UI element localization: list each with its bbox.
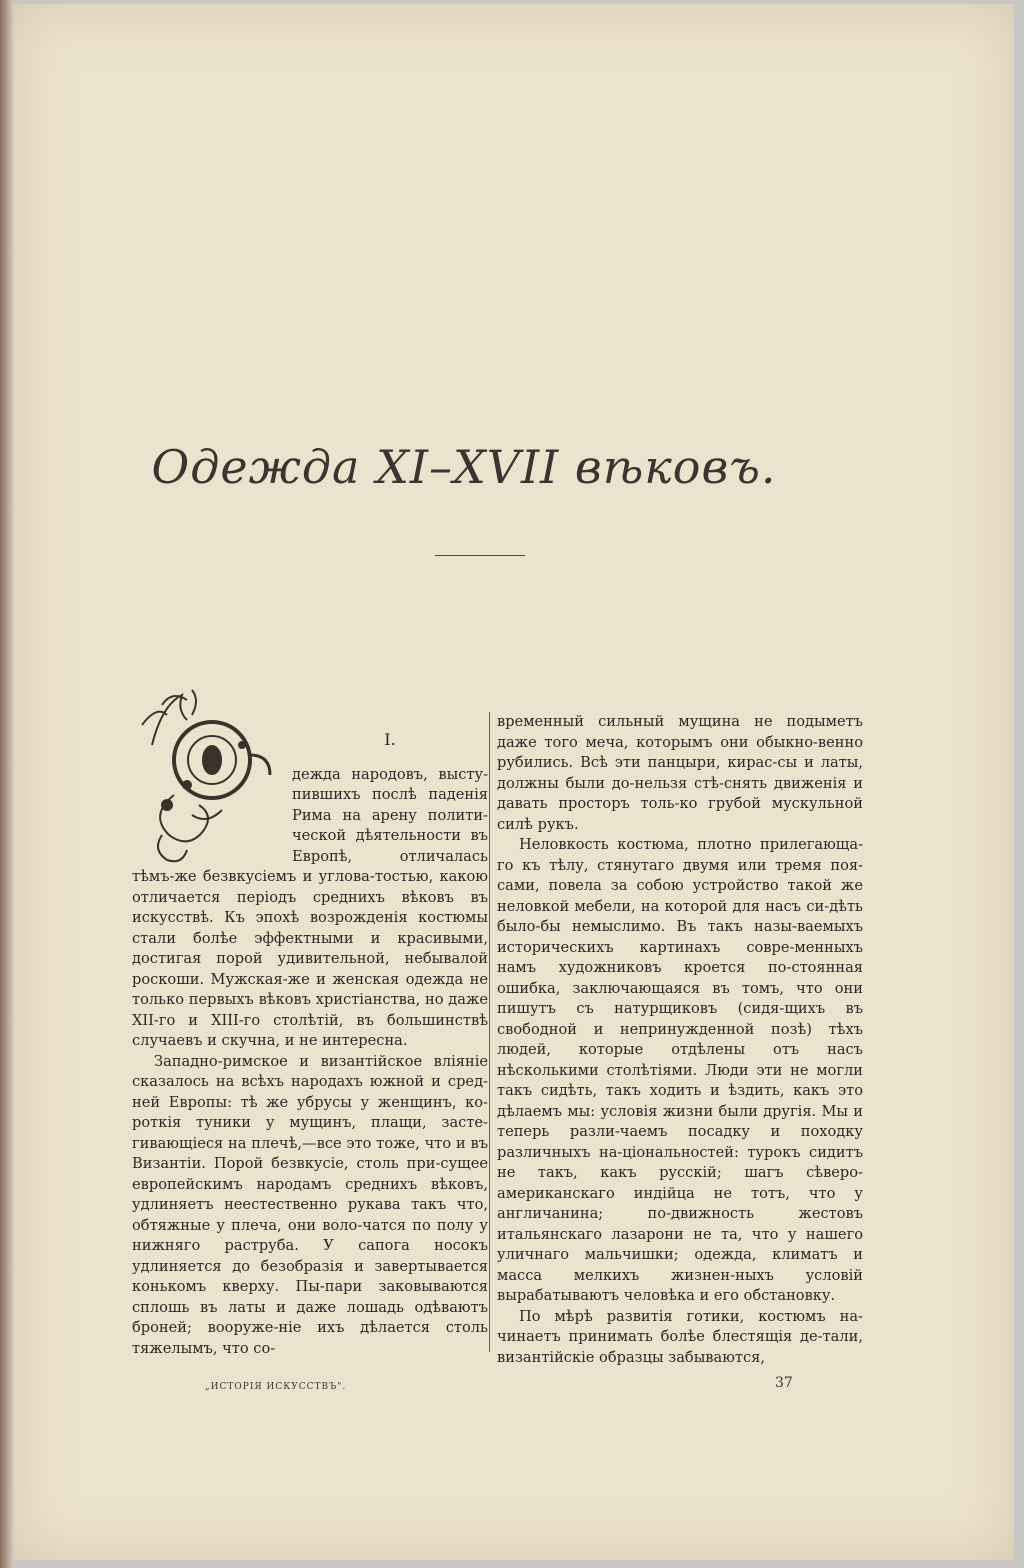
ornamental-initial-o-icon xyxy=(132,685,282,865)
section-number: I. xyxy=(384,730,396,749)
paragraph: дежда народовъ, высту-пившихъ послѣ паденія Рима на арену полити-ческой дѣятельности въ Европѣ, отличалась тѣмъ-же безвкусіемъ и углова-тостью, какою отличается періодъ среднихъ вѣковъ въ искусствѣ. Къ эпохѣ возрожденія костюмы стали болѣе эффектными и красивыми, достигая порой удивительной, небывалой роскоши. Мужская-же и женская одежда не только первыхъ вѣковъ христіанства, но даже XII-го и XIII-го столѣтій, въ большинствѣ случаевъ и скучна, и не интересна. xyxy=(132,765,488,1049)
paragraph: Западно-римское и византійское вліяніе сказалось на всѣхъ народахъ южной и сред-ней Европы: тѣ же убрусы у женщинъ, ко-роткія туники у мущинъ, плащи, застe-гивающіеся на плечѣ,—все это тоже, что и въ Византіи. Порой безвкусіе, столь при-сущее европейскимъ народамъ среднихъ вѣковъ, удлиняетъ неестественно рукава такъ что, обтяжные у плеча, они воло-чатся по полу у нижняго раструба. У сапога носокъ удлиняется до безобразія и завертывается конькомъ кверху. Пы-пари заковываются сплошь въ латы и даже лошадь одѣваютъ броней; вооруже-ніе ихъ дѣлается столь тяжелымъ, что со- xyxy=(132,1052,488,1357)
paragraph: временный сильный мущина не подыметъ даже того меча, которымъ они обыкно-венно рубились. Всѣ эти панцыри, кирас-сы и латы, должны были до-нельзя стѣ-снять движенія и давать просторъ толь-ко грубой мускульной силѣ рукъ. xyxy=(497,713,863,833)
page-number: 37 xyxy=(775,1375,793,1391)
paragraph: Неловкость костюма, плотно прилегающа-го къ тѣлу, стянутаго двумя или тремя поя-сами, повела за собою устройство такой же неловкой мебели, на которой для насъ си-дѣть было-бы немыслимо. Въ такъ назы-ваемыхъ историческихъ картинахъ совре-менныхъ намъ художниковъ кроется по-стоянная ошибка, заключающаяся въ томъ, что они пишутъ съ натурщиковъ (сидя-щихъ въ свободной и непринужденной позѣ) тѣхъ людей, которые отдѣлены отъ насъ нѣсколькими столѣтіями. Люди эти не могли такъ сидѣть, такъ ходить и ѣздить, какъ это дѣлаемъ мы: условія жизни были другія. Мы и теперь разли-чаемъ посадку и походку различныхъ на-ціональностей: турокъ сидитъ не такъ, какъ русскій; шагъ сѣверо-американскаго индійца не тотъ, что у англичанина; по-движность жестовъ итальянскаго лазарони не та, что у нашего уличнаго мальчишки; одежда, климатъ и масса мелкихъ жизнен-ныхъ условій вырабатываютъ человѣка и его обстановку. xyxy=(497,836,863,1304)
title-rule xyxy=(435,555,525,556)
column-divider xyxy=(489,712,490,1352)
right-column xyxy=(497,712,863,1368)
paragraph: По мѣрѣ развитія готики, костюмъ на-чинаетъ принимать болѣе блестящія де-тали, византійскіе образцы забываются, xyxy=(497,1307,863,1366)
book-spine xyxy=(0,0,14,1568)
left-column xyxy=(132,730,488,1359)
page-title: Одежда XI–XVII вѣковъ. xyxy=(151,440,777,494)
footer-signature: „ИСТОРІЯ ИСКУССТВЪ". xyxy=(205,1382,347,1392)
